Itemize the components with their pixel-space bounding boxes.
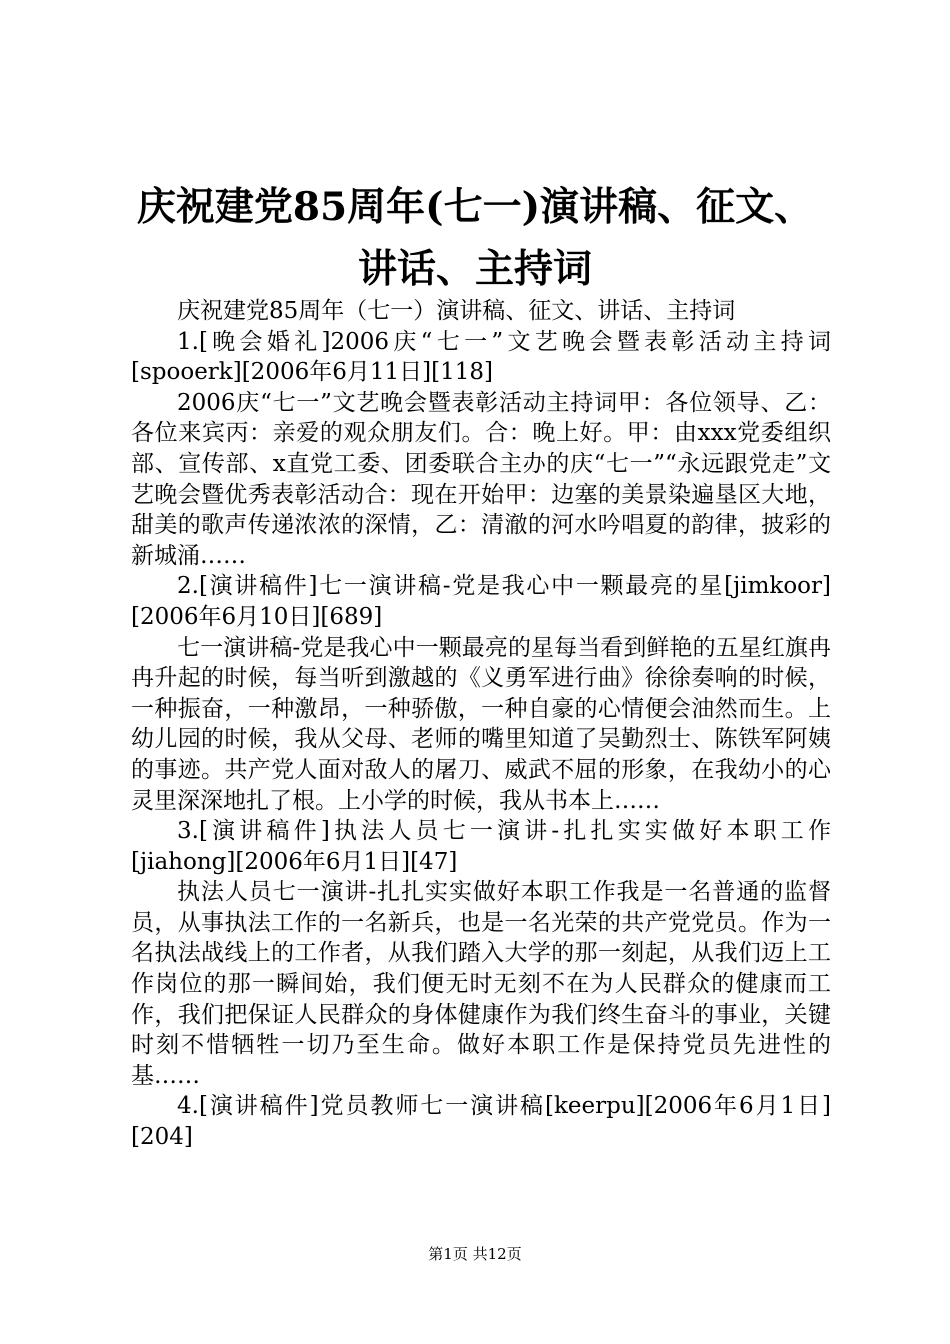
list-item-heading: 1.[晚会婚礼]2006庆“七一”文艺晚会暨表彰活动主持词[spooerk][2006年6月11日][118] — [131, 328, 831, 386]
paragraph: 2006庆“七一”文艺晚会暨表彰活动主持词甲：各位领导、乙：各位来宾丙：亲爱的观众朋友们。合：晚上好。甲：由xxx党委组织部、宣传部、x直党工委、团委联合主办的庆“七一”“永远跟党走”文艺晚会暨优秀表彰活动合：现在开始甲：边塞的美景染遍垦区大地，甜美的歌声传递浓浓的深情，乙：清澈的河水吟唱夏的韵律，披彩的新城涌…… — [131, 389, 831, 569]
paragraph-subtitle: 庆祝建党85周年（七一）演讲稿、征文、讲话、主持词 — [177, 298, 736, 324]
document-title: 庆祝建党85周年(七一)演讲稿、征文、讲话、主持词 — [136, 184, 814, 292]
list-item-heading: 4.[演讲稿件]党员教师七一演讲稿[keerpu][2006年6月1日][204] — [131, 1093, 831, 1151]
paragraph: 执法人员七一演讲-扎扎实实做好本职工作我是一名普通的监督员，从事执法工作的一名新兵，也是一名光荣的共产党党员。作为一名执法战线上的工作者，从我们踏入大学的那一刻起，从我们迈上工作岗位的那一瞬间始，我们便无时无刻不在为人民群众的健康而工作，我们把保证人民群众的身体健康作为我们终生奋斗的事业，关键时刻不惜牺牲一切乃至生命。做好本职工作是保持党员先进性的基…… — [131, 879, 831, 1089]
list-item-heading: 3.[演讲稿件]执法人员七一演讲-扎扎实实做好本职工作[jiahong][2006年6月1日][47] — [131, 818, 831, 875]
list-item-heading: 2.[演讲稿件]七一演讲稿-党是我心中一颗最亮的星[jimkoor][2006年6月10日][689] — [131, 573, 831, 630]
paragraph: 七一演讲稿-党是我心中一颗最亮的星每当看到鲜艳的五星红旗冉冉升起的时候，每当听到激越的《义勇军进行曲》徐徐奏响的时候，一种振奋，一种激昂，一种骄傲，一种自豪的心情便会油然而生。上幼儿园的时候，我从父母、老师的嘴里知道了吴勤烈士、陈铁军阿姨的事迹。共产党人面对敌人的屠刀、威武不屈的形象，在我幼小的心灵里深深地扎了根。上小学的时候，我从书本上…… — [131, 634, 831, 814]
document-body — [131, 296, 831, 1153]
page-footer: 第1页 共12页 — [428, 1245, 522, 1263]
